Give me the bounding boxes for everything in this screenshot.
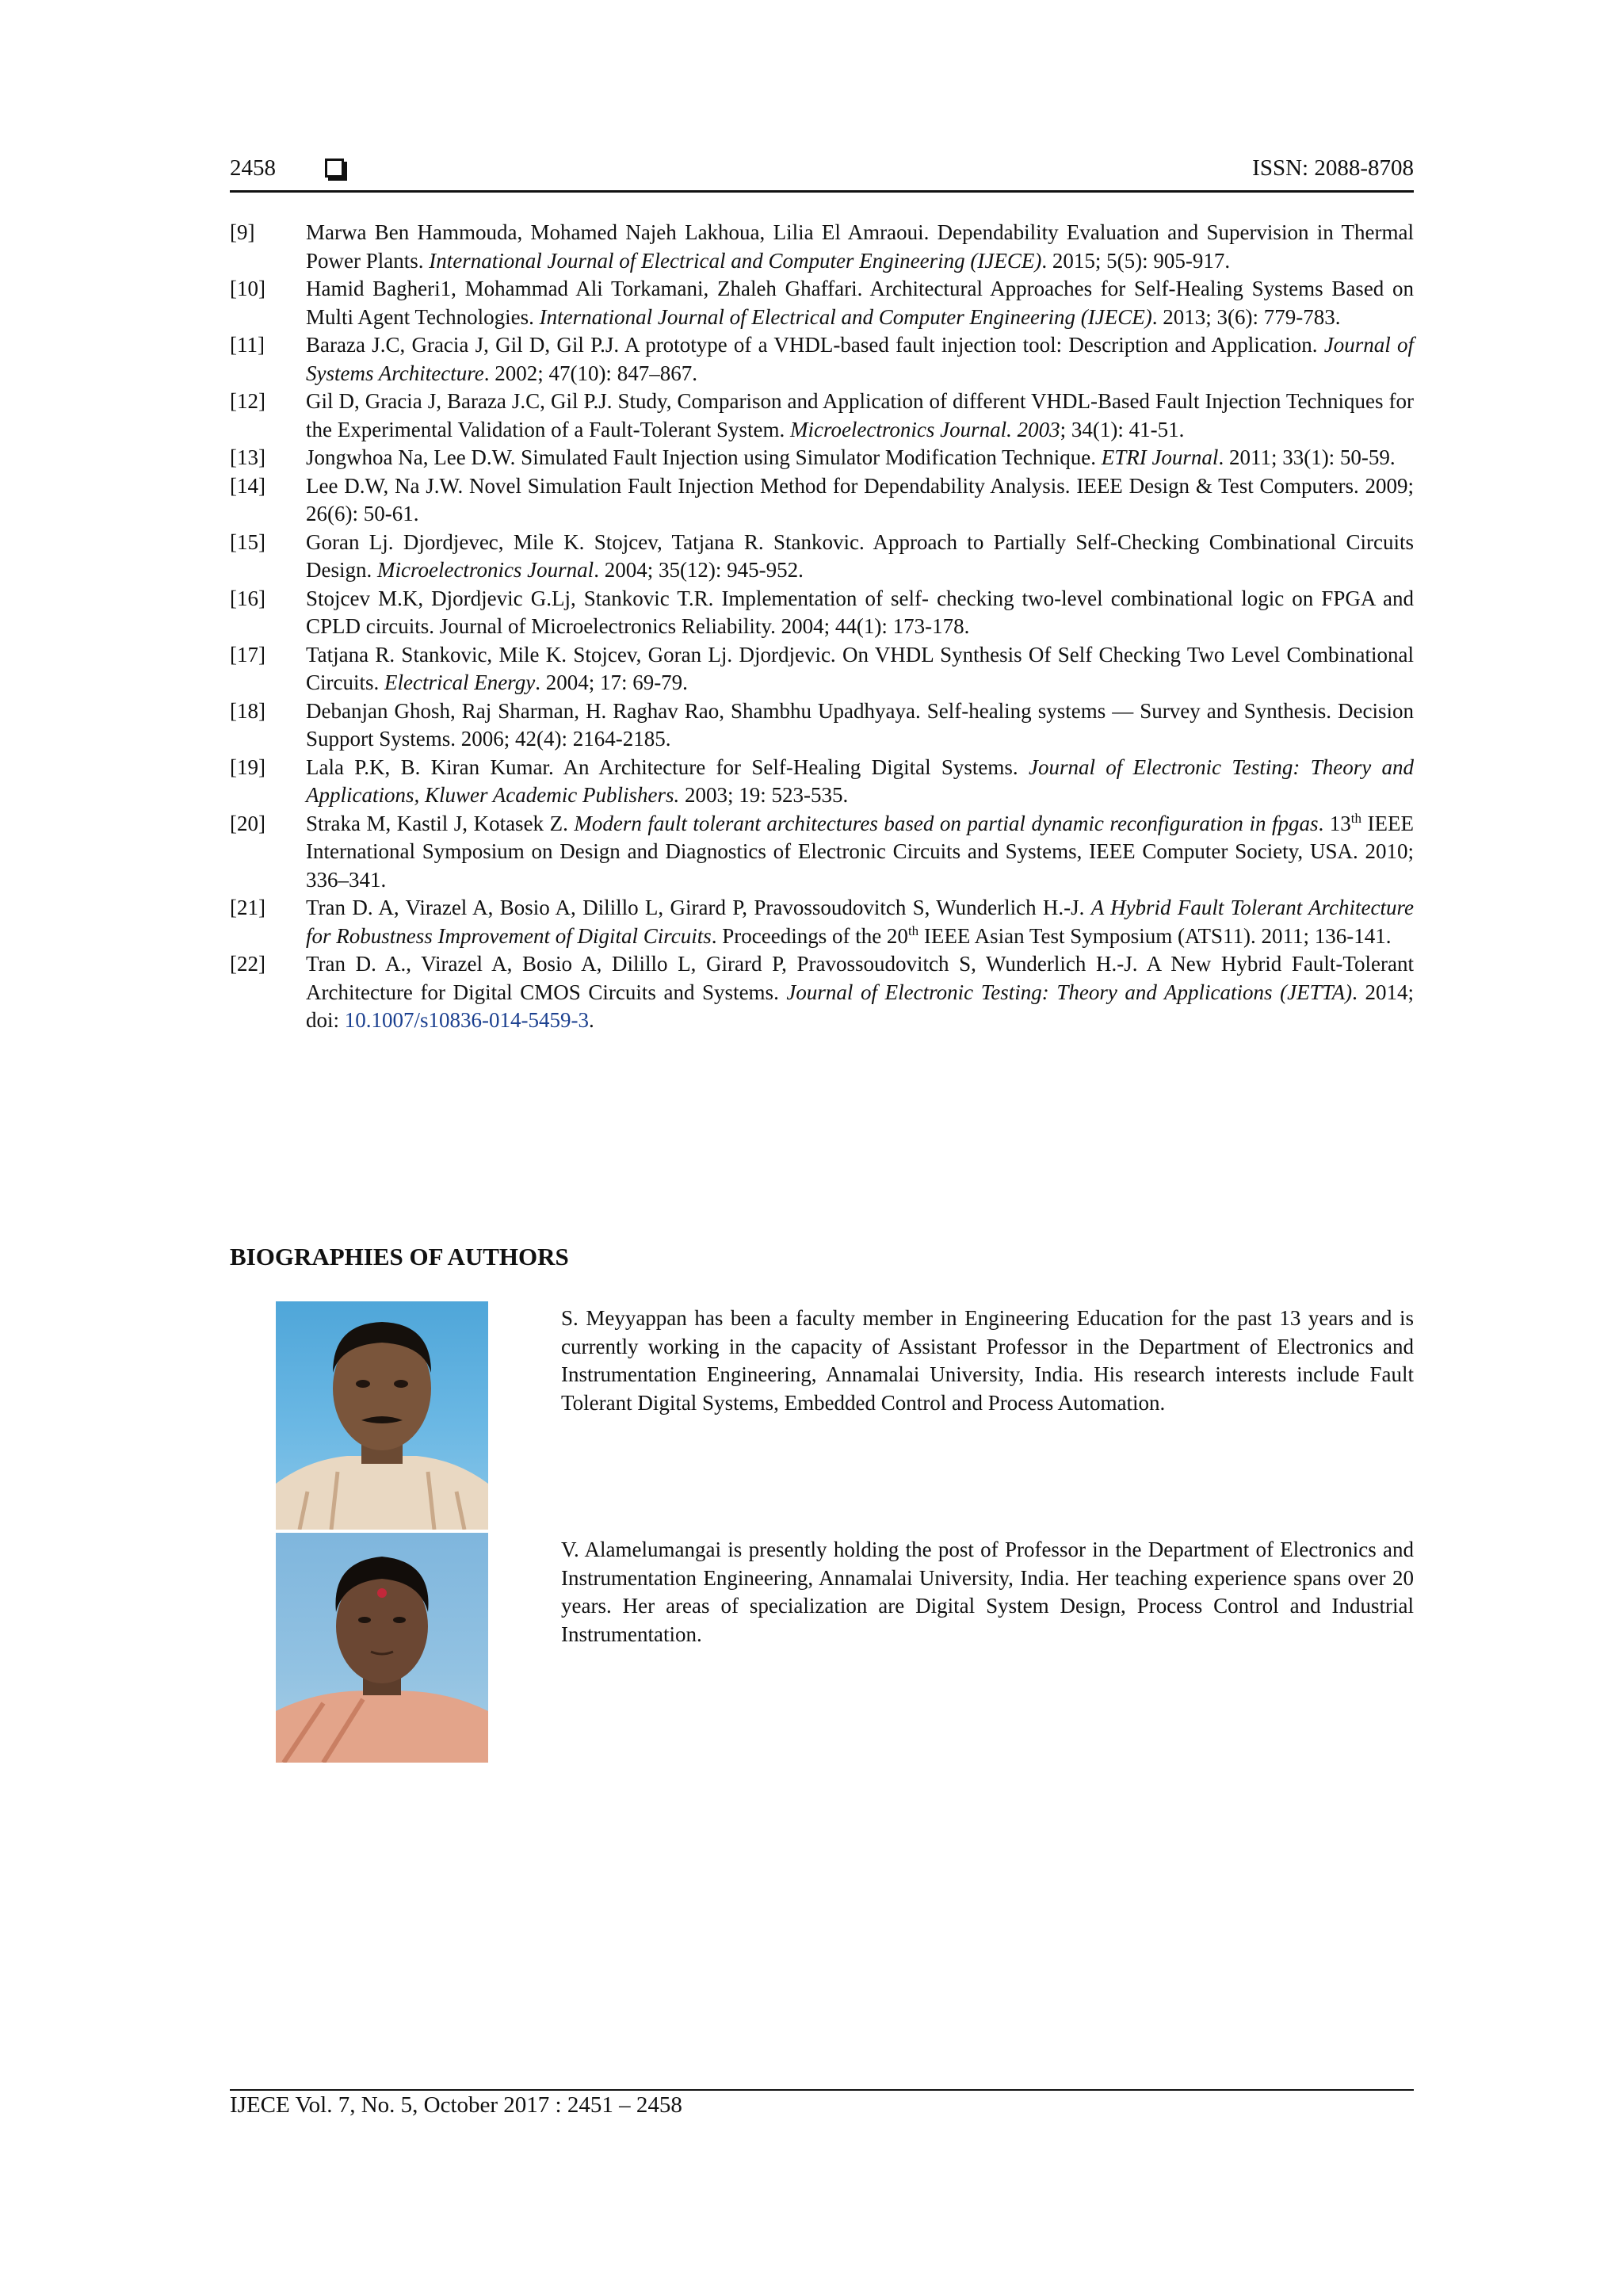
biographies-heading: BIOGRAPHIES OF AUTHORS xyxy=(230,1243,569,1270)
reference-text xyxy=(306,641,1414,697)
reference-segment: . 2014; doi: xyxy=(306,980,1414,1032)
reference-segment: Lee D.W, Na J.W. Novel Simulation Fault Injection Method for Dependability Analysis. IEEE Design & Test Computers. 2009; 26(6): 50-61. xyxy=(306,473,1414,525)
page-header xyxy=(230,155,1414,190)
reference-segment: Lala P.K, B. Kiran Kumar. An Architecture for Self-Healing Digital Systems. xyxy=(306,755,1029,779)
reference-number: [12] xyxy=(230,389,265,413)
reference-segment: Tran D. A., Virazel A, Bosio A, Dilillo L, Girard P, Pravossoudovitch S, Wunderlich H.-J. A New Hybrid Fault-Tolerant Architecture for Digital CMOS Circuits and Systems. xyxy=(306,952,1414,1004)
reference-text xyxy=(306,529,1414,585)
author-bio-1: S. Meyyappan has been a faculty member in Engineering Education for the past 13 years and is currently working in the capacity of Assistant Professor in the Department of Electronics and Instrumentation Engineering, Annamalai University, India. His research interests include Fault Tolerant Digital Systems, Embedded Control and Process Automation. xyxy=(561,1306,1414,1415)
reference-number: [16] xyxy=(230,586,265,610)
reference-item xyxy=(230,472,1414,529)
reference-item xyxy=(230,331,1414,388)
page-number: 2458 xyxy=(230,155,276,181)
reference-segment: Debanjan Ghosh, Raj Sharman, H. Raghav Rao, Shambhu Upadhyaya. Self-healing systems — Survey and Synthesis. Decision Support Systems. 2006; 42(4): 2164-2185. xyxy=(306,698,1414,751)
reference-number: [14] xyxy=(230,473,265,498)
reference-number: [18] xyxy=(230,698,265,723)
reference-source: Electrical Energy xyxy=(384,670,536,694)
reference-number: [21] xyxy=(230,896,265,919)
reference-segment: Marwa Ben Hammouda, Mohamed Najeh Lakhoua, Lilia El Amraoui. Dependability Evaluation and Supervision in Thermal Power Plants. xyxy=(306,220,1414,273)
reference-item xyxy=(230,275,1414,331)
reference-text xyxy=(306,697,1414,754)
reference-segment: Hamid Bagheri1, Mohammad Ali Torkamani, Zhaleh Ghaffari. Architectural Approaches for Self-Healing Systems Based on Multi Agent Technologies. xyxy=(306,277,1414,329)
reference-segment: . xyxy=(589,1008,594,1032)
reference-number: [9] xyxy=(230,220,255,244)
reference-item xyxy=(230,950,1414,1035)
reference-text xyxy=(306,894,1414,950)
reference-source: A Hybrid Fault Tolerant Architecture for Robustness Improvement of Digital Circuits xyxy=(306,896,1414,948)
header-rule xyxy=(230,190,1414,193)
reference-item xyxy=(230,585,1414,641)
doi-link[interactable]: 10.1007/s10836-014-5459-3 xyxy=(344,1008,589,1032)
reference-list xyxy=(230,219,1414,1035)
reference-source: Journal of Systems Architecture xyxy=(306,333,1414,385)
author-photo-2 xyxy=(276,1533,488,1763)
reference-segment: Jongwhoa Na, Lee D.W. Simulated Fault Injection using Simulator Modification Technique. xyxy=(306,445,1102,469)
reference-text xyxy=(306,754,1414,810)
reference-source: International Journal of Electrical and Computer Engineering (IJECE) xyxy=(429,248,1042,273)
footer-rule xyxy=(230,2089,1414,2091)
reference-source: International Journal of Electrical and Computer Engineering (IJECE) xyxy=(539,304,1152,329)
reference-number: [11] xyxy=(230,333,265,357)
reference-segment: th xyxy=(1350,810,1361,826)
reference-text xyxy=(306,444,1414,472)
reference-text xyxy=(306,388,1414,444)
reference-source: ETRI Journal xyxy=(1101,445,1219,469)
page-footer: IJECE Vol. 7, No. 5, October 2017 : 2451 – 2458 xyxy=(230,2092,682,2118)
reference-text xyxy=(306,810,1414,895)
reference-number: [10] xyxy=(230,277,265,300)
reference-text xyxy=(306,275,1414,331)
reference-text xyxy=(306,472,1414,529)
reference-segment: Tran D. A, Virazel A, Bosio A, Dilillo L, Girard P, Pravossoudovitch S, Wunderlich H.-J. xyxy=(306,896,1091,919)
reference-segment: . 2004; 17: 69-79. xyxy=(535,670,688,694)
reference-item xyxy=(230,641,1414,697)
reference-source: Journal of Electronic Testing: Theory and Applications (JETTA) xyxy=(786,980,1353,1004)
reference-segment: IEEE Asian Test Symposium (ATS11). 2011; 136-141. xyxy=(918,923,1392,948)
issn-label: ISSN: 2088-8708 xyxy=(1252,155,1414,181)
reference-segment: . 2015; 5(5): 905-917. xyxy=(1041,248,1231,273)
reference-segment: . 13 xyxy=(1318,811,1351,835)
author-bio-2: V. Alamelumangai is presently holding the post of Professor in the Department of Electronics and Instrumentation Engineering, Annamalai University, India. Her teaching experience spans over 20 years. Her areas of specialization are Digital System Design, Process Control and Industrial Instrumentation. xyxy=(561,1538,1414,1646)
reference-segment: Baraza J.C, Gracia J, Gil D, Gil P.J. A prototype of a VHDL-based fault injection tool: Description and Application. xyxy=(306,333,1324,357)
square-bullet-icon xyxy=(325,159,344,178)
reference-segment: Gil D, Gracia J, Baraza J.C, Gil P.J. Study, Comparison and Application of different VHDL-Based Fault Injection Techniques for the Experimental Validation of a Fault-Tolerant System. xyxy=(306,389,1414,441)
reference-segment: Stojcev M.K, Djordjevic G.Lj, Stankovic T.R. Implementation of self- checking two-level combinational logic on FPGA and CPLD circuits. Journal of Microelectronics Reliability. 2004; 44(1): 173-178. xyxy=(306,586,1414,638)
reference-segment: . Proceedings of the 20 xyxy=(711,923,908,948)
reference-segment: . 2011; 33(1): 50-59. xyxy=(1218,445,1396,469)
reference-item xyxy=(230,754,1414,810)
reference-text xyxy=(306,585,1414,641)
reference-text xyxy=(306,331,1414,388)
reference-segment: Tatjana R. Stankovic, Mile K. Stojcev, Goran Lj. Djordjevic. On VHDL Synthesis Of Self Checking Two Level Combinational Circuits. xyxy=(306,642,1414,694)
reference-source: Microelectronics Journal xyxy=(377,558,594,582)
reference-segment: Straka M, Kastil J, Kotasek Z. xyxy=(306,811,575,835)
reference-segment: ; 34(1): 41-51. xyxy=(1060,417,1185,441)
reference-item xyxy=(230,529,1414,585)
reference-source: Modern fault tolerant architectures based on partial dynamic reconfiguration in fpgas xyxy=(574,811,1319,835)
reference-number: [15] xyxy=(230,529,265,554)
author-photo-1 xyxy=(276,1301,488,1530)
reference-item xyxy=(230,810,1414,895)
reference-number: [20] xyxy=(230,811,265,835)
reference-segment: . 2002; 47(10): 847–867. xyxy=(483,361,697,385)
reference-number: [17] xyxy=(230,642,265,667)
reference-item xyxy=(230,444,1414,472)
reference-source: Microelectronics Journal. 2003 xyxy=(789,417,1060,441)
reference-text xyxy=(306,219,1414,275)
reference-number: [13] xyxy=(230,445,265,469)
reference-item xyxy=(230,219,1414,275)
reference-text xyxy=(306,950,1414,1035)
reference-number: [19] xyxy=(230,755,265,779)
reference-source: Journal of Electronic Testing: Theory and Applications, Kluwer Academic Publishers. xyxy=(306,755,1414,807)
reference-segment: . 2013; 3(6): 779-783. xyxy=(1151,304,1341,329)
reference-segment: . 2004; 35(12): 945-952. xyxy=(594,558,804,582)
reference-number: [22] xyxy=(230,952,265,976)
reference-segment: Goran Lj. Djordjevec, Mile K. Stojcev, Tatjana R. Stankovic. Approach to Partially Self-Checking Combinational Circuits Design. xyxy=(306,529,1414,582)
reference-item xyxy=(230,697,1414,754)
reference-segment: th xyxy=(907,923,919,938)
reference-segment: IEEE International Symposium on Design and Diagnostics of Electronic Circuits and Systems, IEEE Computer Society, USA. 2010; 336–341. xyxy=(306,811,1414,892)
reference-item xyxy=(230,894,1414,950)
reference-item xyxy=(230,388,1414,444)
reference-segment: 2003; 19: 523-535. xyxy=(679,783,849,807)
